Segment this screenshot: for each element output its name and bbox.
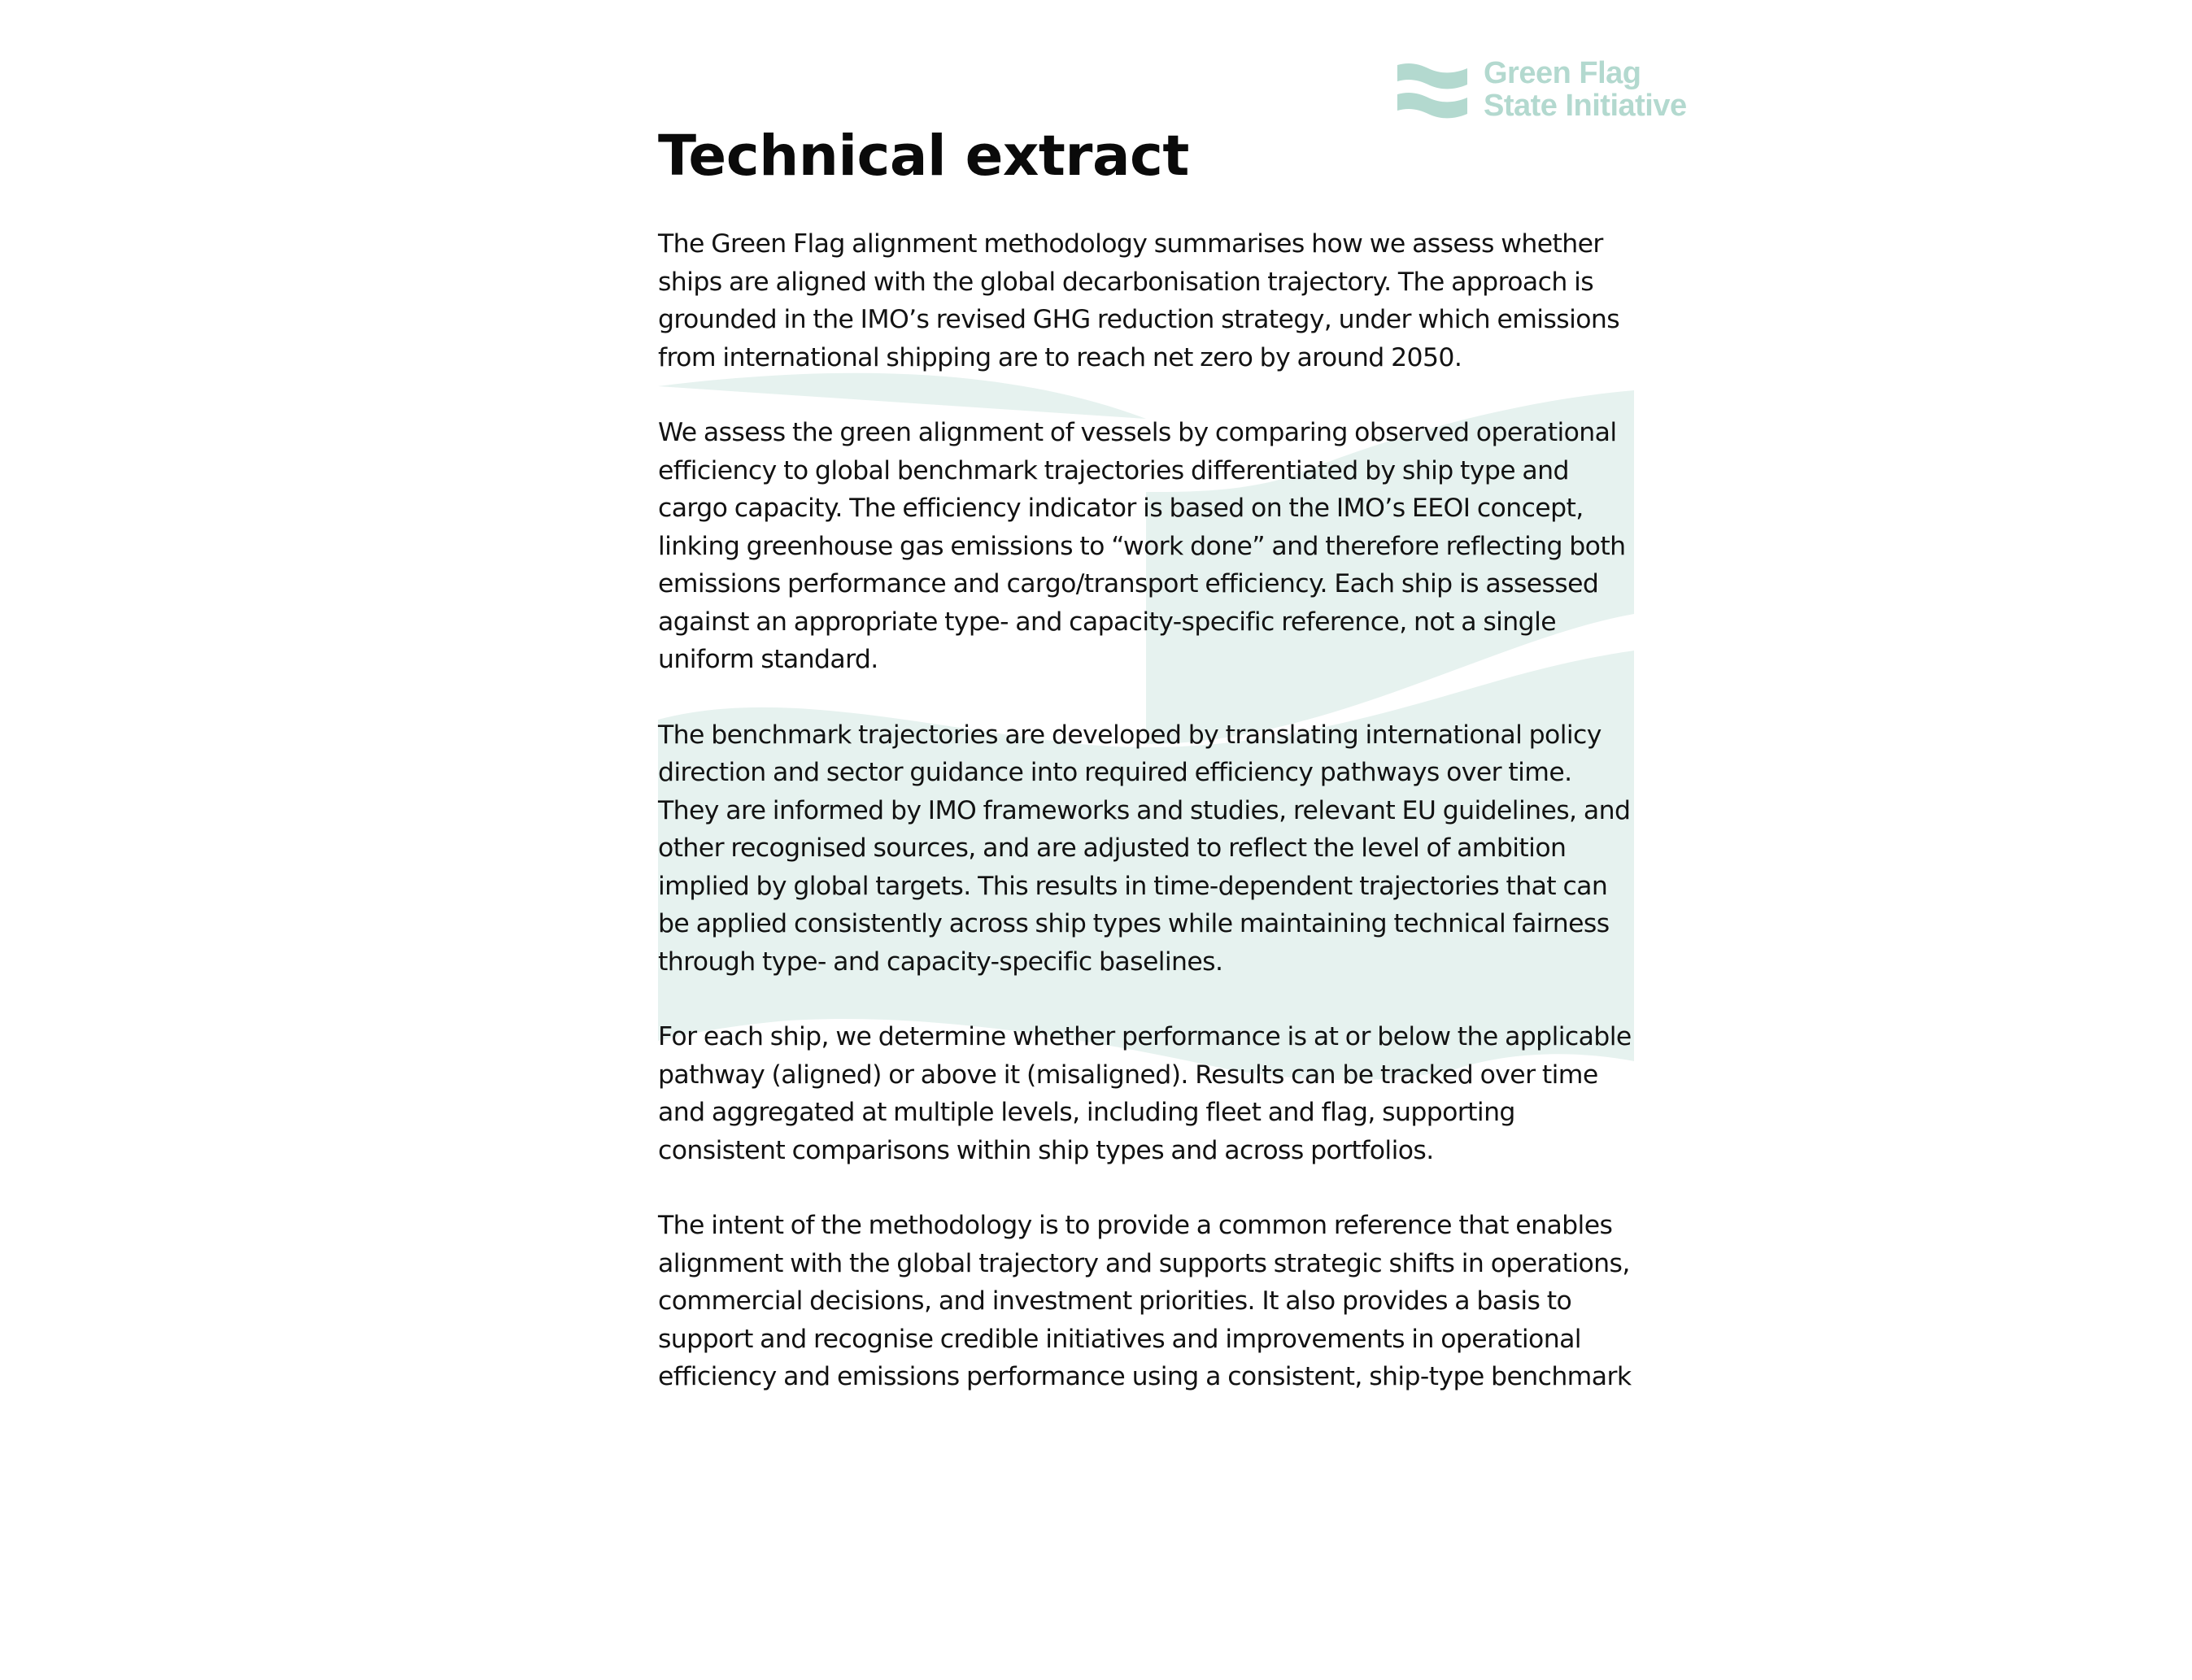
logo-wordmark-line2: State Initiative	[1484, 89, 1687, 123]
page-title: Technical extract	[658, 124, 1189, 189]
logo-wordmark-line1: Green Flag	[1484, 56, 1641, 90]
body-paragraph-1: The Green Flag alignment methodology summarises how we assess whether ships are aligned with the global decarbonisation trajectory. The approach is grounded in the IMO’s revised GHG reduction strategy, under which emissions from international shipping are to reach net zero by around 2050.	[658, 229, 1620, 372]
body-paragraph-5: The intent of the methodology is to provide a common reference that enables alignment with the global trajectory and supports strategic shifts in operations, commercial decisions, and investment priorities. It also provides a basis to support and recognise credible initiatives and improvements in operational efficiency and emissions performance using a consistent, ship-type benchmark	[658, 1211, 1632, 1391]
logo-wordmark	[1484, 57, 1687, 122]
main-content	[658, 124, 1650, 1396]
flag-waves-icon	[1397, 62, 1467, 119]
body-paragraph-3: The benchmark trajectories are developed by translating international policy direction and sector guidance into required efficiency pathways over time. They are informed by IMO frameworks and studies, relevant EU guidelines, and other recognised sources, and are adjusted to reflect the level of ambition implied by global targets. This results in time-dependent trajectories that can be applied consistently across ship types while maintaining technical fairness through type- and capacity-specific baselines.	[658, 720, 1631, 977]
body-paragraph-4: For each ship, we determine whether performance is at or below the applicable pathway (aligned) or above it (misaligned). Results can be tracked over time and aggregated at multiple levels, including fleet and flag, supporting consistent comparisons within ship types and across portfolios.	[658, 1022, 1632, 1165]
green-flag-logo	[1397, 57, 1706, 130]
body-paragraph-2: We assess the green alignment of vessels by comparing observed operational efficiency to global benchmark trajectories differentiated by ship type and cargo capacity. The efficiency indicator is based on the IMO’s EEOI concept, linking greenhouse gas emissions to “work done” and therefore reflecting both emissions performance and cargo/transport efficiency. Each ship is assessed against an appropriate type- and capacity-specific reference, not a single uniform standard.	[658, 418, 1626, 674]
